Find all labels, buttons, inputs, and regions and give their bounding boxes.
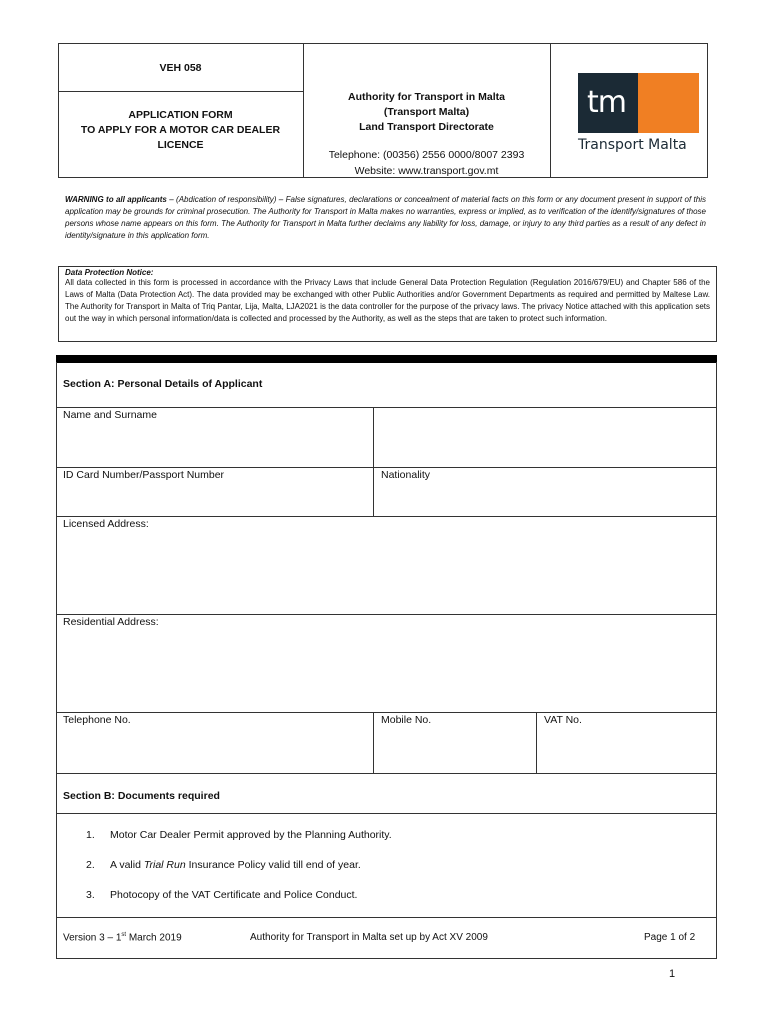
mobile-label: Mobile No. — [381, 714, 432, 726]
form-title-line1: APPLICATION FORM — [128, 109, 233, 121]
form-title — [58, 108, 303, 153]
website-text: Website: www.transport.gov.mt — [354, 165, 499, 177]
data-protection-heading: Data Protection Notice: — [65, 268, 154, 277]
document-text: Motor Car Dealer Permit approved by the Planning Authority. — [110, 829, 392, 841]
authority-short: (Transport Malta) — [383, 106, 470, 118]
document-item-2 — [86, 859, 361, 871]
transport-malta-logo — [578, 73, 700, 155]
version-text — [63, 932, 182, 943]
version-sup: st — [121, 932, 127, 938]
section-b-title: Section B: Documents required — [63, 790, 220, 802]
row-line-9 — [56, 958, 717, 959]
document-number: 2. — [86, 859, 95, 871]
version-prefix: Version 3 – 1 — [63, 932, 122, 944]
document-text-after: Insurance Policy valid till end of year. — [185, 859, 361, 871]
form-title-line2: TO APPLY FOR A MOTOR CAR DEALER — [80, 124, 281, 136]
warning-lead: WARNING to all applicants — [65, 195, 167, 204]
section-a-title: Section A: Personal Details of Applicant — [63, 378, 263, 390]
telephone-label: Telephone No. — [63, 714, 131, 726]
document-number: 1. — [86, 829, 95, 841]
data-protection-box — [58, 266, 717, 342]
licensed-address-field[interactable] — [57, 534, 716, 614]
licensed-address-label: Licensed Address: — [63, 518, 149, 530]
name-surname-field[interactable] — [374, 408, 716, 467]
telephone-field[interactable] — [57, 730, 373, 773]
name-surname-label: Name and Surname — [63, 409, 157, 421]
contact-block — [303, 147, 550, 179]
data-protection-body: All data collected in this form is processed in accordance with the Privacy Laws that include General Data Protection Regulation (Regulation 2016/679/EU) and Chapter 586 of the Laws of Malta (Data Protection Act). The data provided may be exchanged with other Public Authorities and/or Government Departments as required and permitted by Maltese Law. The Authority for Transport in Malta of Triq Pantar, Lija, Malta, LJA2021 is the data controller for the purpose of the privacy laws. The privacy Notice attached with this application sets out the way in which personal information/data is collected and processed by the Authority, as well as the steps that are taken to protect such information. — [65, 278, 710, 323]
document-item-3 — [86, 889, 357, 901]
document-text-italic: Trial Run — [143, 859, 186, 871]
footer-page: Page 1 of 2 — [644, 932, 696, 943]
page-number: 1 — [669, 968, 676, 980]
id-card-field[interactable] — [57, 484, 373, 516]
nationality-field[interactable] — [374, 484, 716, 516]
row-line-7 — [56, 813, 717, 814]
authority-block — [303, 90, 550, 135]
header-divider-3 — [58, 91, 303, 92]
residential-address-label: Residential Address: — [63, 616, 159, 628]
form-code: VEH 058 — [159, 62, 202, 74]
residential-address-field[interactable] — [57, 632, 716, 712]
telephone-text: Telephone: (00356) 2556 0000/8007 2393 — [328, 149, 525, 161]
vat-label: VAT No. — [544, 714, 582, 726]
authority-name: Authority for Transport in Malta — [348, 91, 505, 103]
logo-dark-square — [578, 73, 638, 133]
row-line-2 — [56, 467, 717, 468]
row-line-8 — [56, 917, 717, 918]
document-text: A valid — [110, 859, 144, 871]
row-line-4 — [56, 614, 717, 615]
row-line-3 — [56, 516, 717, 517]
logo-mark: tm — [587, 85, 626, 120]
row-line-6 — [56, 773, 717, 774]
logo-orange-square — [638, 73, 699, 133]
header-divider-2 — [550, 43, 551, 178]
mobile-field[interactable] — [374, 730, 536, 773]
form-title-line3: LICENCE — [157, 139, 204, 151]
warning-text — [65, 194, 706, 242]
vat-field[interactable] — [537, 730, 716, 773]
document-item-1 — [86, 829, 392, 841]
id-card-label: ID Card Number/Passport Number — [63, 469, 225, 481]
footer-authority: Authority for Transport in Malta set up by Act XV 2009 — [250, 932, 488, 943]
warning-body: – (Abdication of responsibility) – False signatures, declarations or concealment of material facts on this form or any document present in support of this application may be grounds for criminal prosecution. The Authority for Transport in Malta makes no warranties, express or implied, as to verification of the identify/signatures of those persons whose name appears on this form. The Authority for Transport in Malta further declaims any liability for loss, damage, or injury to any third parties as a result of any defect in identity/signature in this application form. — [65, 195, 707, 240]
row-line-5 — [56, 712, 717, 713]
form-top-bar — [56, 355, 717, 363]
form-right-border — [716, 362, 717, 959]
document-text: Photocopy of the VAT Certificate and Police Conduct. — [110, 889, 358, 901]
nationality-label: Nationality — [381, 469, 431, 481]
directorate: Land Transport Directorate — [359, 121, 494, 133]
logo-text: Transport Malta — [578, 137, 687, 153]
version-suffix: March 2019 — [126, 932, 182, 944]
document-number: 3. — [86, 889, 95, 901]
